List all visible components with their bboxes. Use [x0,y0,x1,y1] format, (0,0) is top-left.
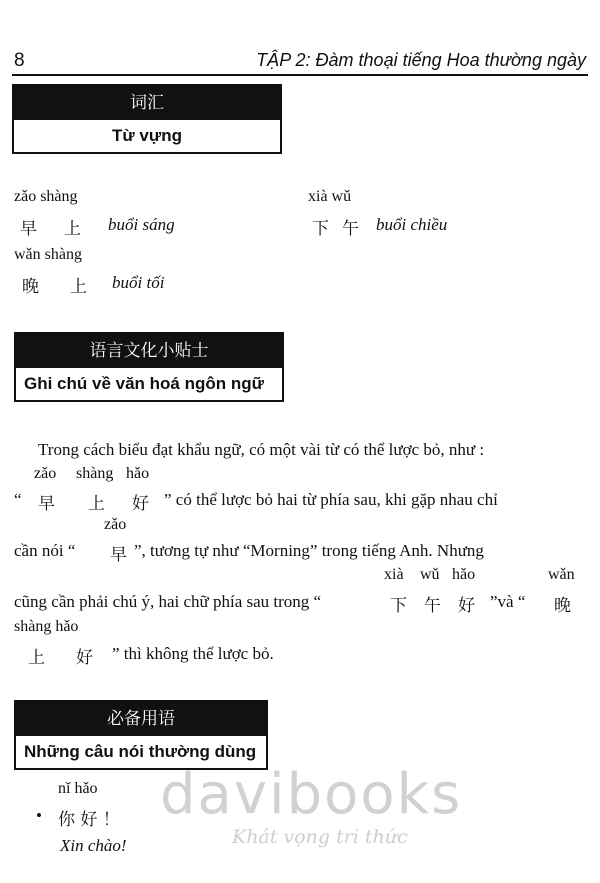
culture-line-4b: ”và “ [490,592,526,611]
pinyin-shang: shàng [76,465,114,482]
vocab-meaning: buổi chiều [376,215,448,234]
watermark-tagline: Khát vọng tri thức [232,826,408,848]
phrase-meaning: Xin chào! [60,836,127,855]
vocab-hanzi: 上 [64,219,81,239]
section-phrases-title-vn: Những câu nói thường dùng [24,742,257,761]
vocab-pinyin: wǎn shàng [14,246,82,263]
vocab-pinyin: xià wǔ [308,188,352,205]
section-culture-title-vn: Ghi chú về văn hoá ngôn ngữ [24,374,264,393]
pinyin-zao: zǎo [34,465,57,482]
phrase-bullet: • [36,806,42,825]
hanzi-shang-2: 上 [28,648,45,668]
vocab-pinyin: zǎo shàng [14,188,78,205]
vocab-hanzi: 午 [342,219,359,239]
pinyin-hao: hǎo [126,465,150,482]
hanzi-hao-2: 好 [458,596,475,616]
section-phrases-box [14,700,268,770]
hanzi-zao-single: 早 [110,545,127,565]
vocab-hanzi: 下 [312,219,329,239]
vocab-hanzi: 上 [70,277,87,297]
hanzi-xia: 下 [390,596,407,616]
culture-line-1: Trong cách biểu đạt khẩu ngữ, có một vài từ có thể lược bỏ, như : [38,440,485,459]
hanzi-wan: 晚 [554,596,571,616]
pinyin-shang-hao: shàng hǎo [14,618,79,635]
section-vocab-box [12,84,282,154]
vocab-meaning: buổi tối [112,273,165,292]
watermark-brand: davibooks [160,762,463,827]
culture-line-3b: ”, tương tự như “Morning” trong tiếng Anh. Nhưng [134,541,484,560]
vocab-hanzi: 晚 [22,277,39,297]
open-quote: “ [14,490,22,509]
hanzi-shang: 上 [88,494,105,514]
vocab-meaning: buổi sáng [108,215,175,234]
page-number: 8 [14,50,25,71]
section-phrases-title-cn: 必备用语 [16,702,266,736]
pinyin-wu: wǔ [420,566,440,583]
phrase-pinyin: nǐ hǎo [58,780,98,797]
pinyin-zao-single: zǎo [104,516,127,533]
hanzi-zao: 早 [38,494,55,514]
section-culture-box [14,332,284,402]
section-vocab-title-cn: 词汇 [14,86,280,120]
culture-line-4a: cũng cần phải chú ý, hai chữ phía sau trong “ [14,592,322,611]
phrase-hanzi: 你 好 ！ [58,810,120,830]
hanzi-hao-3: 好 [76,648,93,668]
hanzi-wu: 午 [424,596,441,616]
hanzi-hao: 好 [132,494,149,514]
pinyin-hao-2: hǎo [452,566,476,583]
culture-line-5: ” thì không thể lược bỏ. [112,644,274,663]
culture-line-3a: cần nói “ [14,541,76,560]
vocab-hanzi: 早 [20,219,37,239]
section-culture-title-cn: 语言文化小贴士 [16,334,282,368]
running-title: TẬP 2: Đàm thoại tiếng Hoa thường ngày [256,50,586,70]
section-vocab-title-vn: Từ vựng [112,126,182,145]
culture-line-2: ” có thể lược bỏ hai từ phía sau, khi gặp nhau chỉ [164,490,498,509]
pinyin-wan: wǎn [548,566,575,583]
pinyin-xia: xià [384,566,404,583]
header-rule [12,74,588,76]
